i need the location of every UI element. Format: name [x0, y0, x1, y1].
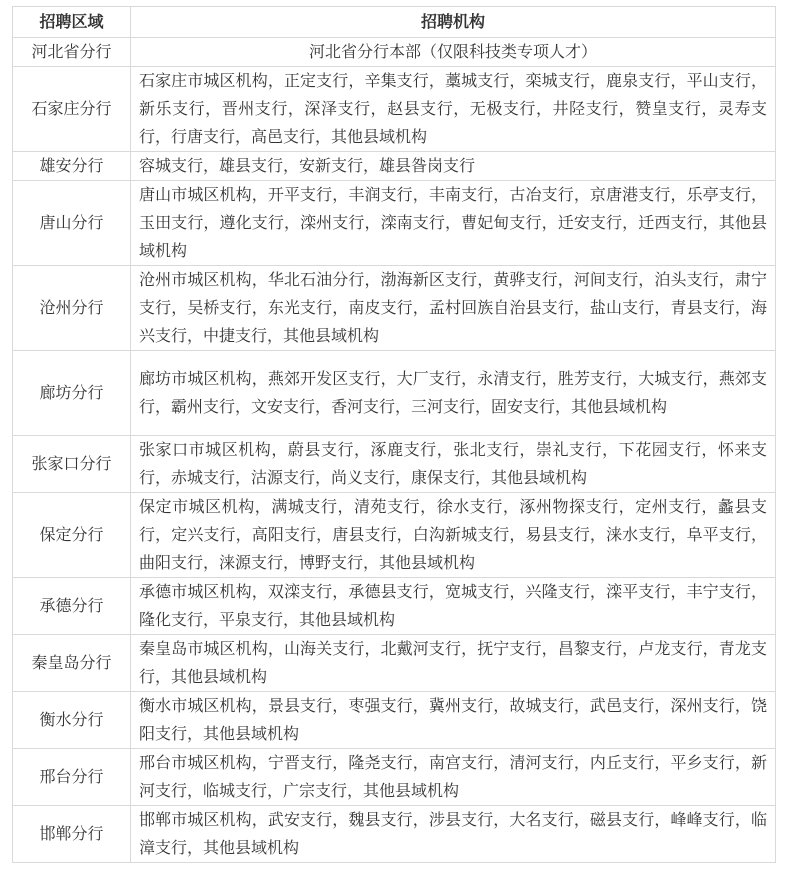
- region-cell: 邯郸分行: [13, 806, 131, 863]
- region-cell: 秦皇岛分行: [13, 635, 131, 692]
- header-org: 招聘机构: [131, 7, 776, 38]
- org-cell: 容城支行，雄县支行，安新支行，雄县昝岗支行: [131, 152, 776, 181]
- table-row: [13, 152, 776, 181]
- org-cell: 秦皇岛市城区机构，山海关支行，北戴河支行，抚宁支行，昌黎支行，卢龙支行，青龙支行，其他县域机构: [131, 635, 776, 692]
- org-cell: 邢台市城区机构，宁晋支行，隆尧支行，南宫支行，清河支行，内丘支行，平乡支行，新河支行，临城支行，广宗支行，其他县域机构: [131, 749, 776, 806]
- table-header-row: [13, 7, 776, 38]
- table-row: [13, 635, 776, 692]
- org-cell: 保定市城区机构，满城支行，清苑支行，徐水支行，涿州物探支行，定州支行，蠡县支行，定兴支行，高阳支行，唐县支行，白沟新城支行，易县支行，涞水支行，阜平支行，曲阳支行，涞源支行，博野支行，其他县域机构: [131, 493, 776, 578]
- region-cell: 沧州分行: [13, 266, 131, 351]
- org-cell: 承德市城区机构，双滦支行，承德县支行，宽城支行，兴隆支行，滦平支行，丰宁支行，隆化支行，平泉支行，其他县域机构: [131, 578, 776, 635]
- region-cell: 唐山分行: [13, 181, 131, 266]
- region-cell: 河北省分行: [13, 38, 131, 67]
- region-cell: 雄安分行: [13, 152, 131, 181]
- region-cell: 保定分行: [13, 493, 131, 578]
- org-cell: 河北省分行本部（仅限科技类专项人才）: [131, 38, 776, 67]
- table-row: [13, 578, 776, 635]
- region-cell: 承德分行: [13, 578, 131, 635]
- org-cell: 廊坊市城区机构，燕郊开发区支行，大厂支行，永清支行，胜芳支行，大城支行，燕郊支行，霸州支行，文安支行，香河支行，三河支行，固安支行，其他县域机构: [131, 351, 776, 436]
- region-cell: 张家口分行: [13, 436, 131, 493]
- table-row: [13, 38, 776, 67]
- table-row: [13, 181, 776, 266]
- org-cell: 石家庄市城区机构，正定支行，辛集支行，藁城支行，栾城支行，鹿泉支行，平山支行，新乐支行，晋州支行，深泽支行，赵县支行，无极支行，井陉支行，赞皇支行，灵寿支行，行唐支行，高邑支行，其他县域机构: [131, 67, 776, 152]
- table-row: [13, 67, 776, 152]
- org-cell: 沧州市城区机构，华北石油分行，渤海新区支行，黄骅支行，河间支行，泊头支行，肃宁支行，吴桥支行，东光支行，南皮支行，孟村回族自治县支行，盐山支行，青县支行，海兴支行，中捷支行，其他县域机构: [131, 266, 776, 351]
- recruitment-table: [12, 6, 776, 863]
- region-cell: 邢台分行: [13, 749, 131, 806]
- table-row: [13, 436, 776, 493]
- header-region: 招聘区域: [13, 7, 131, 38]
- region-cell: 廊坊分行: [13, 351, 131, 436]
- table-row: [13, 692, 776, 749]
- table-row: [13, 493, 776, 578]
- region-cell: 石家庄分行: [13, 67, 131, 152]
- region-cell: 衡水分行: [13, 692, 131, 749]
- org-cell: 衡水市城区机构，景县支行，枣强支行，冀州支行，故城支行，武邑支行，深州支行，饶阳支行，其他县域机构: [131, 692, 776, 749]
- org-cell: 张家口市城区机构，蔚县支行，涿鹿支行，张北支行，崇礼支行，下花园支行，怀来支行，赤城支行，沽源支行，尚义支行，康保支行，其他县域机构: [131, 436, 776, 493]
- table-row: [13, 266, 776, 351]
- table-row: [13, 749, 776, 806]
- org-cell: 唐山市城区机构，开平支行，丰润支行，丰南支行，古冶支行，京唐港支行，乐亭支行，玉田支行，遵化支行，滦州支行，滦南支行，曹妃甸支行，迁安支行，迁西支行，其他县域机构: [131, 181, 776, 266]
- table-row: [13, 806, 776, 863]
- org-cell: 邯郸市城区机构，武安支行，魏县支行，涉县支行，大名支行，磁县支行，峰峰支行，临漳支行，其他县域机构: [131, 806, 776, 863]
- table-row: [13, 351, 776, 436]
